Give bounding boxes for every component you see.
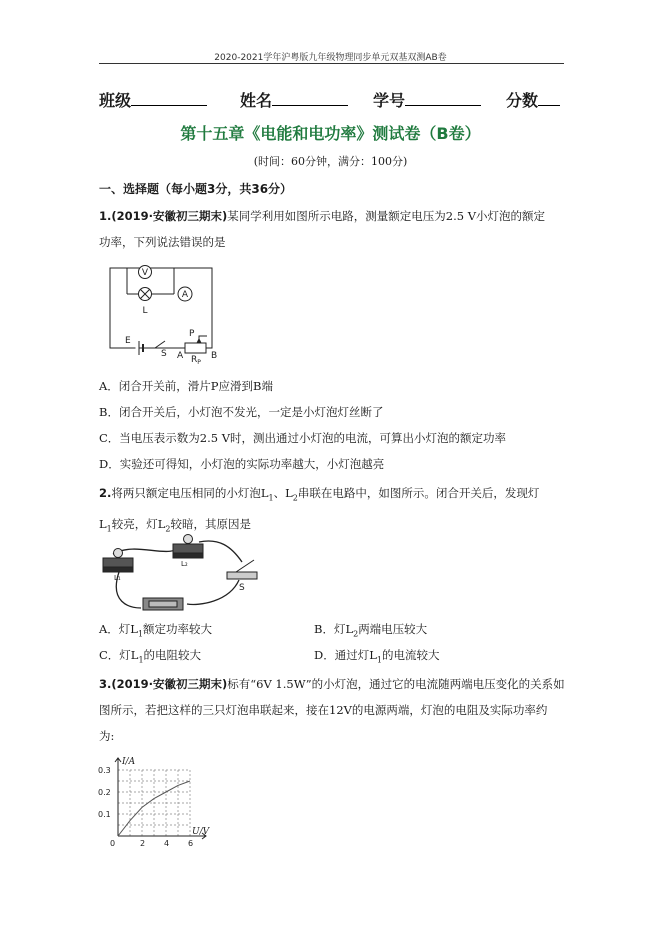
class-field xyxy=(99,88,207,111)
lamp-label: L xyxy=(142,306,148,316)
score-label: 分数 xyxy=(506,91,539,110)
question-1 xyxy=(99,203,569,255)
subscript: 1 xyxy=(268,493,274,503)
x-axis-label: U/V xyxy=(192,827,210,837)
question-text: L xyxy=(99,517,107,532)
id-blank[interactable] xyxy=(405,91,481,106)
question-number: 3. xyxy=(99,677,112,691)
voltmeter-label: V xyxy=(141,268,149,278)
question-text: 较亮，灯L xyxy=(111,517,166,532)
lamp2-label: L₂ xyxy=(181,560,188,568)
q1-option-b[interactable]: B．闭合开关后，小灯泡不发光，一定是小灯泡灯丝断了 xyxy=(99,405,384,419)
question-text: 图所示，若把这样的三只灯泡串联起来，接在12V的电源两端，灯泡的电阻及实际功率约 xyxy=(99,703,548,717)
rheostat-end-a: A xyxy=(177,351,184,361)
name-label: 姓名 xyxy=(240,91,273,110)
q1-option-d[interactable]: D．实验还可得知，小灯泡的实际功率越大，小灯泡越亮 xyxy=(99,457,385,471)
section-heading: 一、选择题（每小题3分，共36分） xyxy=(99,182,293,196)
subscript: 2 xyxy=(165,524,171,534)
lamp1-label: L₁ xyxy=(114,574,121,582)
ammeter-label: A xyxy=(181,290,189,300)
q2-option-c[interactable]: C．灯$L_1$的电阻较大 xyxy=(99,648,202,665)
x-tick-label: 6 xyxy=(188,839,194,848)
page-header: 2020-2021学年沪粤版九年级物理同步单元双基双测AB卷 xyxy=(214,53,447,63)
header-rule xyxy=(99,63,564,64)
y-tick-label: 0.1 xyxy=(98,810,111,819)
question-text: 标有“6V 1.5W”的小灯泡，通过它的电流随两端电压变化的关系如 xyxy=(227,677,565,691)
question-text: 某同学利用如图所示电路，测量额定电压为2.5 V小灯泡的额定 xyxy=(227,209,546,223)
y-axis-label: I/A xyxy=(122,757,136,767)
y-tick-label: 0.2 xyxy=(98,788,111,797)
x-tick-label: 4 xyxy=(164,839,170,848)
subscript: 2 xyxy=(292,493,298,503)
question-text: 、L xyxy=(273,486,293,500)
subscript: 1 xyxy=(106,524,112,534)
series-circuit-photo xyxy=(99,532,274,616)
q1-option-c[interactable]: C．当电压表示数为2.5 V时，测出通过小灯泡的电流，可算出小灯泡的额定功率 xyxy=(99,431,507,445)
class-label: 班级 xyxy=(99,91,132,110)
rheostat-end-b: B xyxy=(211,351,218,361)
current-voltage-chart xyxy=(96,752,226,852)
question-text: 功率，下列说法错误的是 xyxy=(99,235,226,249)
x-tick-label: 2 xyxy=(140,839,146,848)
id-field xyxy=(373,88,481,111)
y-axis xyxy=(115,758,121,836)
score-blank[interactable] xyxy=(538,91,560,106)
question-source: (2019·安徽初三期末) xyxy=(111,209,228,223)
q2-option-a[interactable]: A．灯$L_1$额定功率较大 xyxy=(99,622,213,639)
q1-option-a[interactable]: A．闭合开关前，滑片P应滑到B端 xyxy=(99,379,273,393)
battery-label: E xyxy=(125,336,131,346)
page-subtitle: (时间：60分钟，满分：100分) xyxy=(253,155,408,168)
name-blank[interactable] xyxy=(272,91,348,106)
question-text: 较暗，其原因是 xyxy=(170,517,251,532)
question-text: 为: xyxy=(99,729,115,743)
question-text: 将两只额定电压相同的小灯泡L xyxy=(111,486,269,500)
question-3 xyxy=(99,671,569,749)
slider-label: P xyxy=(189,329,195,339)
name-field xyxy=(240,88,348,111)
id-label: 学号 xyxy=(373,91,406,110)
question-text: 串联在电路中，如图所示。闭合开关后，发现灯 xyxy=(297,486,540,500)
student-info-row xyxy=(99,88,564,112)
circuit-diagram xyxy=(99,262,224,366)
q2-option-b[interactable]: B．灯$L_2$两端电压较大 xyxy=(314,622,428,639)
q2-option-d[interactable]: D．通过灯$L_1$的电流较大 xyxy=(314,648,440,665)
x-tick-label: 0 xyxy=(110,839,116,848)
question-number: 2. xyxy=(99,486,112,500)
score-field xyxy=(506,88,560,111)
switch-label: S xyxy=(161,349,167,359)
switch-label: S xyxy=(239,583,245,593)
page-title: 第十五章《电能和电功率》测试卷（B卷） xyxy=(180,124,481,143)
y-tick-label: 0.3 xyxy=(98,766,111,775)
rheostat-label: $R_P$ xyxy=(191,355,201,366)
question-source: (2019·安徽初三期末) xyxy=(111,677,228,691)
class-blank[interactable] xyxy=(131,91,207,106)
question-number: 1. xyxy=(99,209,112,223)
